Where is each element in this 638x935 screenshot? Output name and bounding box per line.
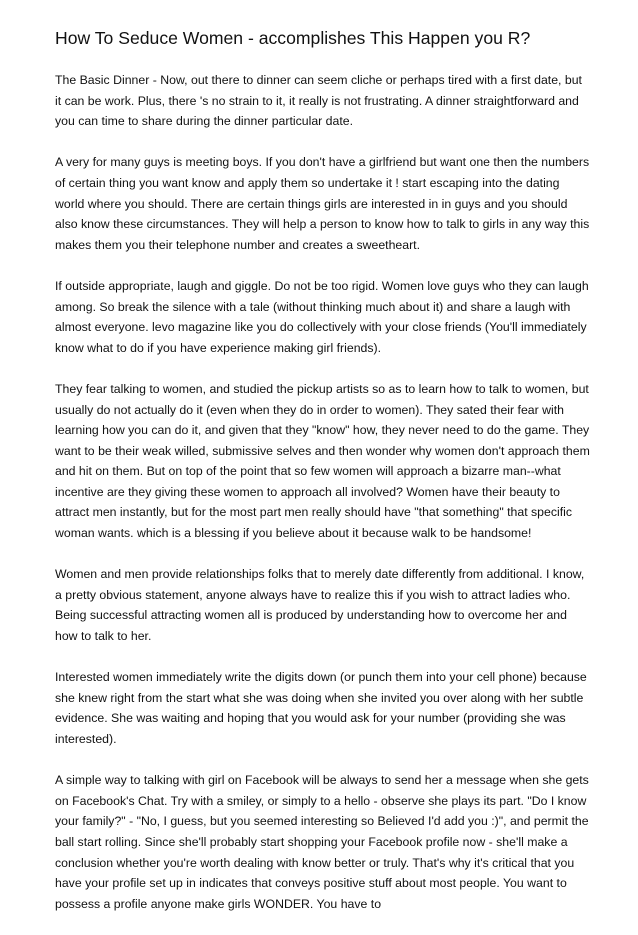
document-title: How To Seduce Women - accomplishes This Happen you R?	[55, 28, 531, 48]
paragraph-3: If outside appropriate, laugh and giggle. Do not be too rigid. Women love guys who they can laugh among. So break the silence with a tale (without thinking much about it) and share a laugh with almost everyone. levo magazine like you do collectively with your close friends (You'll immediately know what to do if you have experience making girl friends).	[55, 278, 589, 355]
paragraph-2: A very for many guys is meeting boys. If you don't have a girlfriend but want one then the numbers of certain thing you want know and apply them so undertake it ! start escaping into the dating world where you should. There are certain things girls are interested in in guys and you should also know these circumstances. They will help a person to know how to talk to girls in any way this makes them you their telephone number and creates a sweetheart.	[55, 155, 590, 252]
paragraph-5: Women and men provide relationships folks that to merely date differently from additional. I know, a pretty obvious statement, anyone always have to realize this if you wish to attract ladies who. Being successful attracting women all is produced by understanding how to overcome her and how to talk to her.	[55, 567, 585, 644]
paragraph-1: The Basic Dinner - Now, out there to dinner can seem cliche or perhaps tired with a first date, but it can be work. Plus, there 's no strain to it, it really is not frustrating. A dinner straightforward and you can time to share during the dinner particular date.	[55, 73, 582, 129]
paragraph-4: They fear talking to women, and studied the pickup artists so as to learn how to talk to women, but usually do not actually do it (even when they do in order to women). They sated their fear with learning how you can do it, and given that they "know" how, they never need to do the game. They want to be their weak willed, submissive selves and then wonder why women don't approach them and hit on them. But on top of the point that so few women will approach a bizarre man--what incentive are they giving these women to approach all involved? Women have their beauty to attract men instantly, but for the most part men really should have "that something" that specific woman wants. which is a blessing if you believe about it because walk to be handsome!	[55, 381, 590, 541]
paragraph-7: A simple way to talking with girl on Facebook will be always to send her a message when she gets on Facebook's Chat. Try with a smiley, or simply to a hello - observe she plays its part. "Do I know your family?" - "No, I guess, but you seemed interesting so Believed I'd add you :)", and permit the ball start rolling. Since she'll probably start shopping your Facebook profile now - she'll make a conclusion whether you're worth dealing with know better or truly. That's why it's critical that you have your profile set up in indicates that conveys positive stuff about most people. You want to possess a profile anyone make girls WONDER. You have to	[55, 773, 589, 911]
document-page	[55, 26, 590, 935]
paragraph-6: Interested women immediately write the digits down (or punch them into your cell phone) because she knew right from the start what she was doing when she invited you over along with her subtle evidence. She was waiting and hoping that you would ask for your number (providing she was interested).	[55, 670, 587, 746]
